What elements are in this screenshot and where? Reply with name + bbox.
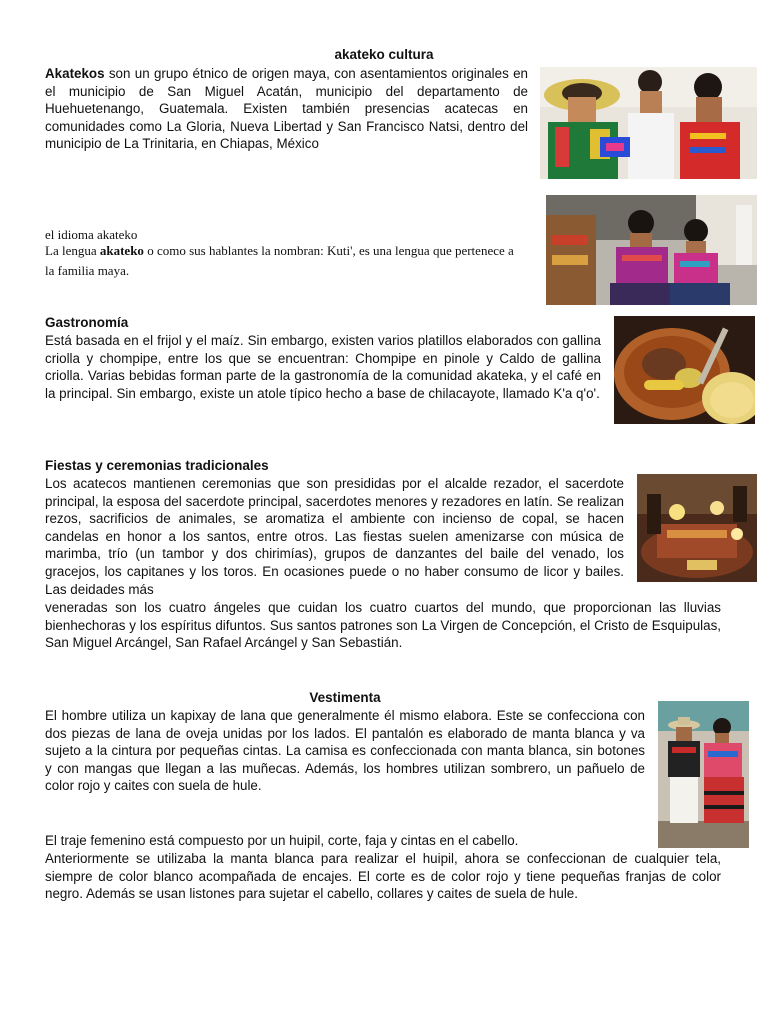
gastronomy-heading: Gastronomía [45, 315, 129, 330]
photo-couple-traditional-clothing [658, 701, 749, 848]
clothing-women-paragraph-wrap: El traje femenino está compuesto por un huipil, corte, faja y cintas en el cabello. [45, 833, 519, 848]
language-heading: el idioma akateko [45, 227, 138, 242]
fiestas-paragraph-wrap: Los acatecos mantienen ceremonias que son presididas por el alcalde rezador, el sacerdote principal, la esposa del sacerdote principal, sacerdotes menores y rezadores en latín. Se realizan rezos, sacrificios de animales, se aromatiza el ambiente con incienso de copal, se hacen candelas en honor a los santos, entre otros. Las fiestas suelen amenizarse con música de marimba, trío (un tambor y dos chirimías), grupos de danzantes del baile del venado, los gracejos, los capitanes y los toros. En ocasiones puede o no haber consumo de licor y bailes. Las deidades más [45, 476, 624, 597]
intro-paragraph [45, 65, 528, 153]
language-bold: akateko [99, 243, 144, 258]
intro-text: son un grupo étnico de origen maya, con asentamientos originales en el municipio de San Miguel Acatán, municipio del departamento de Huehuetenango, Guatemala. Existen también presencias acatecas en comunidades como La Gloria, Nueva Libertad y San Francisco Natsi, dentro del municipio de La Trinitaria, en Chiapas, México [45, 66, 528, 152]
intro-lead: Akatekos [45, 66, 105, 81]
language-text-after: o como sus hablantes la nombran: Kuti', es una lengua que pertenece a la familia maya. [45, 243, 514, 278]
page-title: akateko cultura [334, 47, 434, 62]
photo-women-seated [546, 195, 757, 305]
clothing-men-paragraph: El hombre utiliza un kapixay de lana que generalmente él mismo elabora. Este se confecciona con dos piezas de lana de oveja unidas por los lados. El pantalón es elaborado de manta blanca y va sujeto a la cintura por pequeñas cintas. La camisa es confeccionada con manta blanca, sin botones y con mangas que llegan a las muñecas. Además, los hombres utilizan sombrero, un pañuelo de color rojo y caites con suela de hule. [45, 708, 645, 794]
photo-people-traditional-dress [540, 67, 757, 179]
clothing-women-paragraph-full: Anteriormente se utilizaba la manta blanca para realizar el huipil, ahora se confeccionan de cualquier tela, siempre de color blanco acompañada de encajes. El corte es de color rojo y tiene pequeñas franjas de color negro. Además se usan listones para sujetar el cabello, collares y caites de suela de hule. [45, 851, 721, 902]
photo-ceremony-candles [637, 474, 757, 582]
language-text-before: La lengua [45, 243, 100, 258]
language-paragraph [45, 241, 525, 281]
clothing-heading: Vestimenta [309, 690, 381, 705]
fiestas-heading: Fiestas y ceremonias tradicionales [45, 458, 269, 473]
fiestas-paragraph-full: veneradas son los cuatro ángeles que cuidan los cuatro cuartos del mundo, que proporcionan las lluvias bienhechoras y los espíritus difuntos. Sus santos patrones son La Virgen de Concepción, el Cristo de Esquipulas, San Miguel Arcángel, San Rafael Arcángel y San Sebastián. [45, 600, 721, 651]
gastronomy-paragraph: Está basada en el frijol y el maíz. Sin embargo, existen varios platillos elaborados con gallina criolla y chompipe, entre los que se encuentran: Chompipe en pinole y Caldo de gallina criolla. Varias bebidas forman parte de la gastronomía de la comunidad akateka, y el café en la principal. Sin embargo, existe un atole típico hecho a base de chilacayote, llamado K'a q'o'. [45, 333, 601, 401]
photo-food-dish [614, 316, 755, 424]
